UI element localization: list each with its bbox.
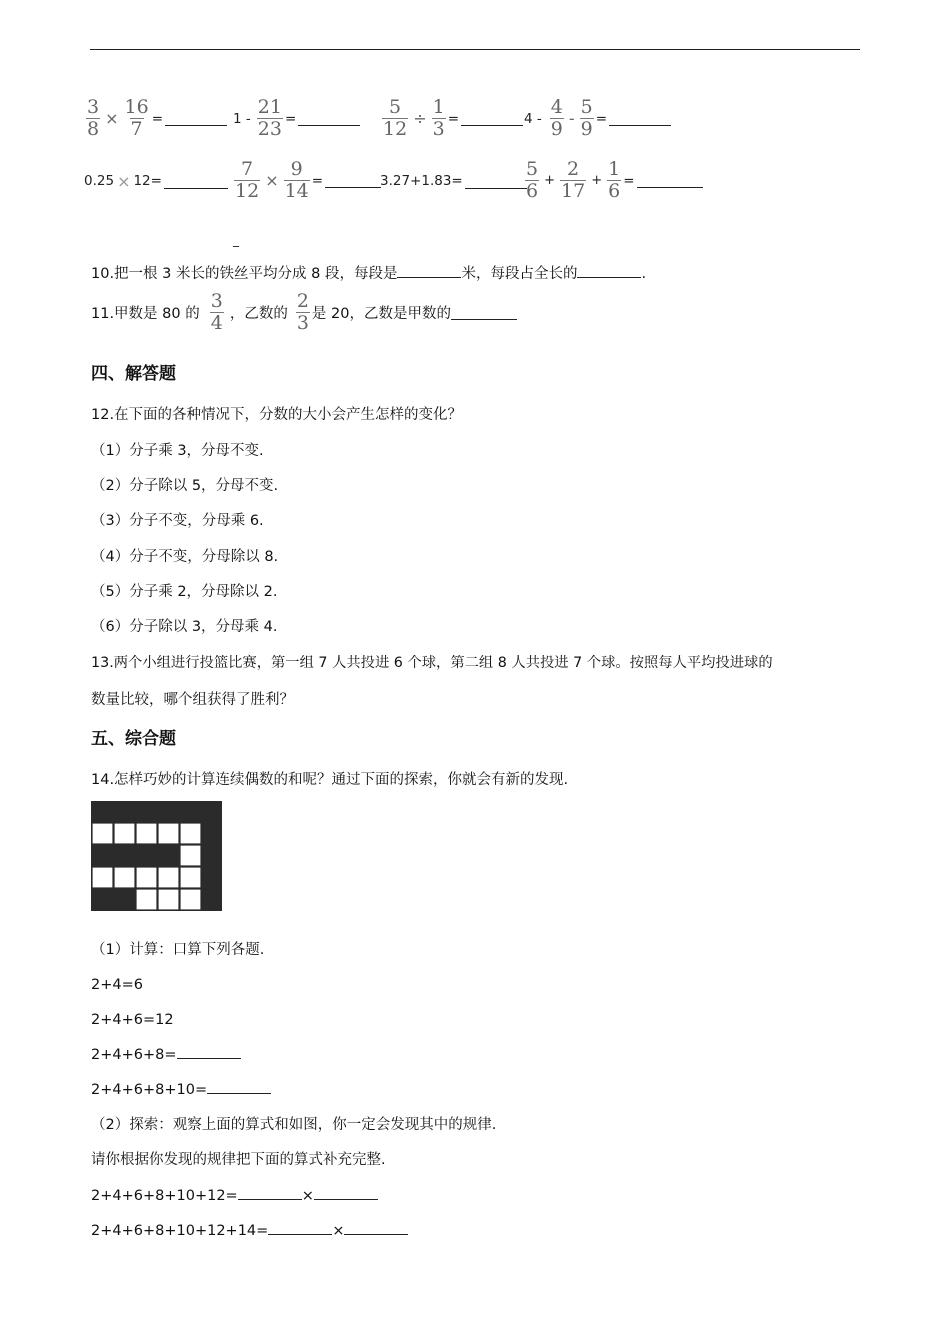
fraction: $\frac{1}{3}$ (432, 96, 445, 140)
answer-blank[interactable] (397, 264, 461, 278)
fraction: $\frac{9}{14}$ (284, 158, 309, 202)
answer-blank[interactable] (268, 1221, 332, 1235)
equation: 2+4+6=12 (91, 1012, 174, 1028)
section-heading: 四、解答题 (91, 364, 176, 384)
fraction: $\frac{5}{6}$ (526, 158, 539, 202)
fraction: $\frac{5}{9}$ (580, 96, 593, 140)
equation: 2+4+6+8+10+12= × (91, 1186, 378, 1206)
fraction: $\frac{21}{23}$ (257, 96, 282, 140)
instruction: 请你根据你发现的规律把下面的算式补充完整. (91, 1152, 386, 1168)
answer-blank[interactable] (637, 173, 703, 188)
fraction: $\frac{1}{6}$ (608, 158, 621, 202)
list-item: （3）分子不变，分母乘 6. (91, 513, 264, 529)
answer-blank[interactable] (164, 174, 228, 189)
list-item: （1）分子乘 3，分母不变. (91, 443, 264, 459)
question-11: 11.甲数是 80 的 $\frac{3}{4}$ ，乙数的 $\frac{2}{3}$ 是 20，乙数是甲数的 (91, 292, 517, 333)
calc-3: $\frac{5}{12}$ ÷ $\frac{1}{3}$ = (380, 98, 523, 139)
question-13-line-2: 数量比较，哪个组获得了胜利？ (91, 692, 294, 708)
answer-blank[interactable] (238, 1186, 302, 1200)
answer-blank[interactable] (344, 1221, 408, 1235)
calc-1: $\frac{3}{8}$ × $\frac{16}{7}$ = (84, 98, 227, 139)
stray-mark: _ (233, 233, 239, 247)
fraction: $\frac{7}{12}$ (235, 158, 260, 202)
list-item: （2）分子除以 5，分母不变. (91, 478, 279, 494)
equation: 2+4+6+8= (91, 1045, 241, 1065)
calc-8: $\frac{5}{6}$ + $\frac{2}{17}$ + $\frac{1}{6}$ = (523, 160, 703, 201)
section-heading: 五、综合题 (91, 729, 176, 749)
header-rule (90, 49, 860, 50)
answer-blank[interactable] (207, 1080, 271, 1094)
even-sum-grid-figure (91, 801, 222, 911)
fraction: $\frac{4}{9}$ (550, 96, 563, 140)
answer-blank[interactable] (325, 173, 381, 188)
answer-blank[interactable] (314, 1186, 378, 1200)
calc-2: 1 - $\frac{21}{23}$ = (233, 98, 360, 139)
calc-6: $\frac{7}{12}$ × $\frac{9}{14}$ = (232, 160, 381, 201)
question-13-line-1: 13.两个小组进行投篮比赛，第一组 7 人共投进 6 个球，第二组 8 人共投进 7 个球。按照每人平均投进球的 (91, 655, 773, 671)
calc-5: 0.25 × 12= (84, 163, 228, 199)
list-item: （4）分子不变，分母除以 8. (91, 549, 279, 565)
fraction: $\frac{3}{8}$ (87, 96, 100, 140)
calc-4: 4 - $\frac{4}{9}$ - $\frac{5}{9}$ = (524, 98, 671, 139)
fraction: $\frac{2}{3}$ (296, 290, 309, 334)
list-item: （6）分子除以 3，分母乘 4. (91, 619, 278, 635)
answer-blank[interactable] (461, 111, 523, 126)
question-14: 14.怎样巧妙的计算连续偶数的和呢？通过下面的探索，你就会有新的发现. (91, 772, 569, 788)
equation: 2+4=6 (91, 977, 143, 993)
answer-blank[interactable] (165, 111, 227, 126)
question-10: 10.把一根 3 米长的铁丝平均分成 8 段，每段是 米，每段占全长的 . (91, 266, 647, 282)
answer-blank[interactable] (298, 111, 360, 126)
question-14-part-1: （1）计算：口算下列各题. (91, 942, 265, 958)
question-14-part-2: （2）探索：观察上面的算式和如图，你一定会发现其中的规律. (91, 1117, 497, 1133)
equation: 2+4+6+8+10+12+14= × (91, 1221, 408, 1241)
question-12: 12.在下面的各种情况下，分数的大小会产生怎样的变化？ (91, 407, 463, 423)
answer-blank[interactable] (577, 264, 641, 278)
calc-7: 3.27+1.83= (380, 163, 527, 199)
fraction: $\frac{16}{7}$ (124, 96, 149, 140)
fraction: $\frac{3}{4}$ (210, 290, 223, 334)
fraction: $\frac{5}{12}$ (383, 96, 408, 140)
answer-blank[interactable] (609, 111, 671, 126)
equation: 2+4+6+8+10= (91, 1080, 271, 1100)
answer-blank[interactable] (451, 306, 517, 320)
answer-blank[interactable] (465, 174, 527, 189)
fraction: $\frac{2}{17}$ (561, 158, 586, 202)
answer-blank[interactable] (177, 1045, 241, 1059)
list-item: （5）分子乘 2，分母除以 2. (91, 584, 278, 600)
